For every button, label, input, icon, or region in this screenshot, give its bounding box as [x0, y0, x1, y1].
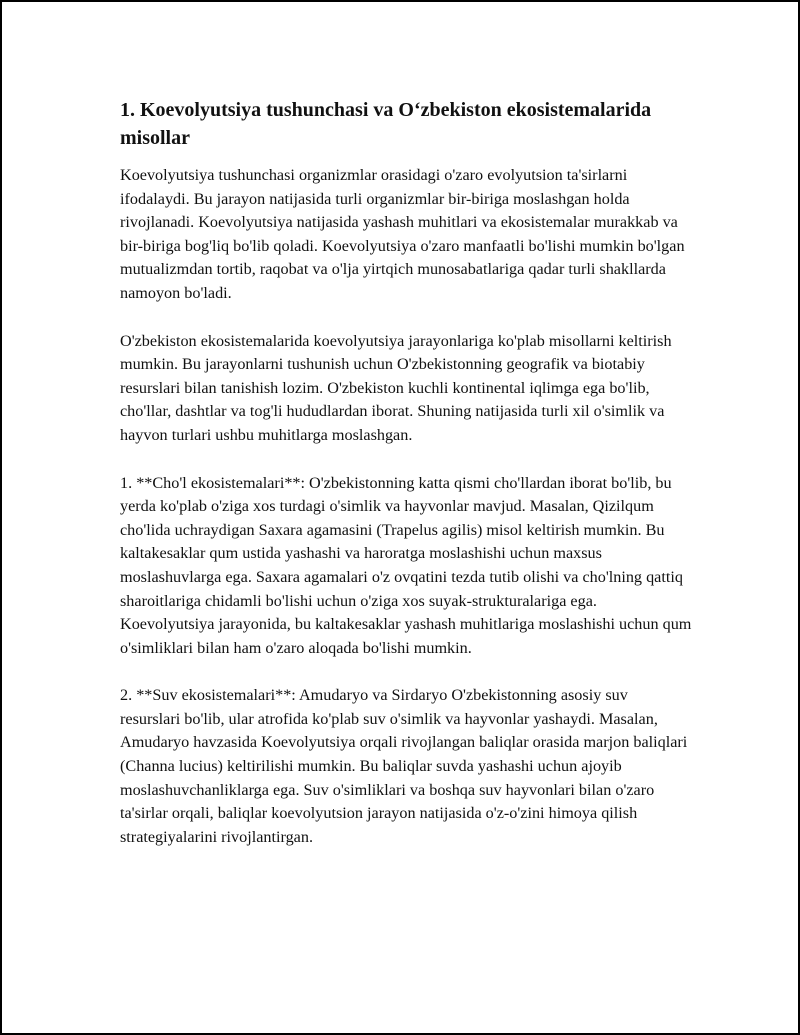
document-body [120, 96, 692, 873]
paragraph-intro: Koevolyutsiya tushunchasi organizmlar orasidagi o'zaro evolyutsion ta'sirlarni ifodalaydi. Bu jarayon natijasida turli organizmlar bir-biriga moslashgan holda rivojlanadi. Koevolyutsiya natijasida yashash muhitlari va ekosistemalar murakkab va bir-biriga bog'liq bo'lib qoladi. Koevolyutsiya o'zaro manfaatli bo'lishi mumkin bo'lgan mutualizmdan tortib, raqobat va o'lja yirtqich munosabatlariga qadar turli shakllarda namoyon bo'ladi. [120, 166, 685, 302]
document-title: 1. Koevolyutsiya tushunchasi va O‘zbekiston ekosistemalarida misollar [120, 99, 652, 149]
paragraph-desert-ecosystems: 1. **Cho'l ekosistemalari**: O'zbekistonning katta qismi cho'llardan iborat bo'lib, bu yerda ko'plab o'ziga xos turdagi o'simlik va hayvonlar mavjud. Masalan, Qizilqum cho'lida uchraydigan Saxara agamasini (Trapelus agilis) misol keltirish mumkin. Bu kaltakesaklar qum ustida yashashi va haroratga moslashishi uchun maxsus moslashuvlarga ega. Saxara agamalari o'z ovqatini tezda tutib olishi va cho'lning qattiq sharoitlariga chidamli bo'lishi uchun o'ziga xos suyak-strukturalariga ega. Koevolyutsiya jarayonida, bu kaltakesaklar yashash muhitlariga moslashishi uchun qum o'simliklari bilan ham o'zaro aloqada bo'lishi mumkin. [120, 473, 692, 657]
paragraph-water-ecosystems: 2. **Suv ekosistemalari**: Amudaryo va Sirdaryo O'zbekistonning asosiy suv resurslari bo'lib, ular atrofida ko'plab suv o'simlik va hayvonlar yashaydi. Masalan, Amudaryo havzasida Koevolyutsiya orqali rivojlangan baliqlar orasida marjon baliqlari (Channa lucius) keltirilishi mumkin. Bu baliqlar suvda yashashi uchun ajoyib moslashuvchanliklarga ega. Suv o'simliklari va boshqa suv hayvonlari bilan o'zaro ta'sirlar orqali, baliqlar koevolyutsion jarayon natijasida o'z-o'zini himoya qilish strategiyalarini rivojlantirgan. [120, 686, 688, 846]
paragraph-uzbekistan-ecosystems: O'zbekiston ekosistemalarida koevolyutsiya jarayonlariga ko'plab misollarni keltirish mumkin. Bu jarayonlarni tushunish uchun O'zbekistonning geografik va biotabiy resurslari bilan tanishish lozim. O'zbekiston kuchli kontinental iqlimga ega bo'lib, cho'llar, dashtlar va tog'li hududlardan iborat. Shuning natijasida turli xil o'simlik va hayvon turlari ushbu muhitlarga moslashgan. [120, 331, 672, 444]
